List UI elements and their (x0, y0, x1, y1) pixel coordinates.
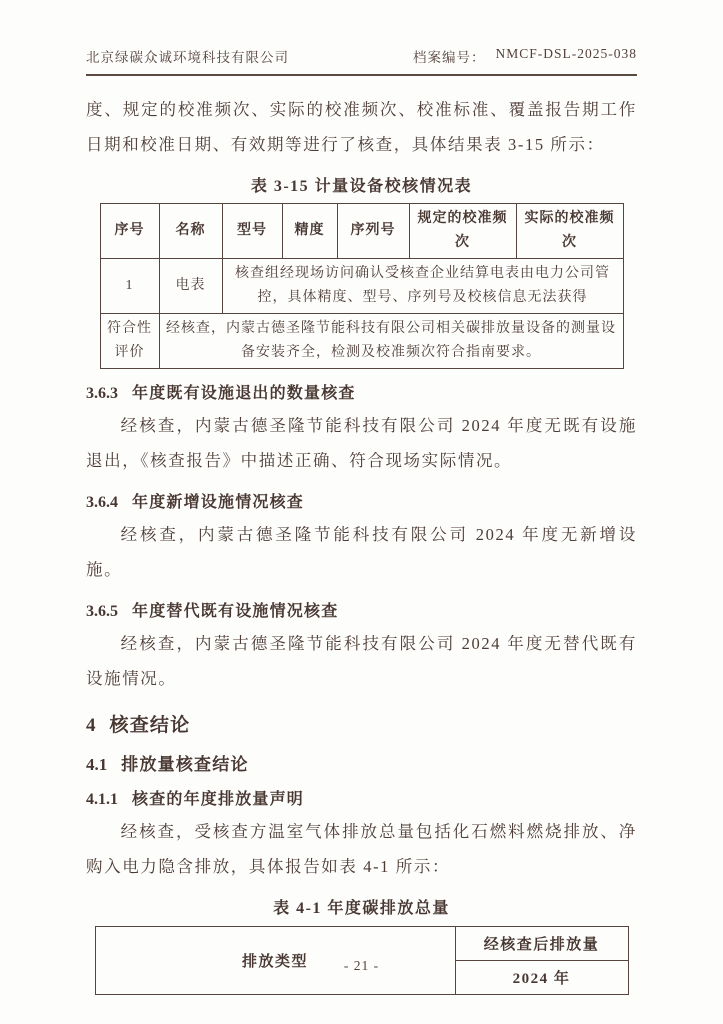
year-header: 2024 年 (455, 961, 628, 995)
section-3-6-4-paragraph: 经核查，内蒙古德圣隆节能科技有限公司 2024 年度无新增设施。 (86, 525, 637, 579)
section-heading-3-6-4 (86, 489, 637, 512)
device-name: 电表 (159, 259, 222, 314)
table-3-15-header-row (100, 204, 623, 259)
section-4-1-1-paragraph: 经核查，受核查方温室气体排放总量包括化石燃料燃烧排放、净购入电力隐含排放，具体报告如表 4-1 所示： (86, 822, 637, 876)
section-heading-4-1 (86, 750, 637, 775)
section-3-6-3-paragraph: 经核查，内蒙古德圣隆节能科技有限公司 2024 年度无既有设施退出，《核查报告》中描述正确、符合现场实际情况。 (86, 416, 637, 470)
section-number: 4 (86, 715, 96, 736)
compliance-note: 经核查，内蒙古德圣隆节能科技有限公司相关碳排放量设备的测量设备安装齐全，检测及校准频次符合指南要求。 (159, 314, 623, 369)
company-name: 北京绿碳众诚环境科技有限公司 (86, 50, 289, 65)
page-header (86, 46, 637, 76)
archive-number-label: 档案编号： (412, 50, 486, 65)
col-header-required-freq: 规定的校准频次 (409, 204, 516, 259)
archive-number-group (413, 46, 637, 66)
table-row-compliance (100, 314, 623, 369)
col-header-precision: 精度 (282, 204, 337, 259)
col-header-actual-freq: 实际的校准频次 (516, 204, 623, 259)
intro-paragraph: 度、规定的校准频次、实际的校准频次、校准标准、覆盖报告期工作日期和校准日期、有效期等进行了核查，具体结果表 3-15 所示： (86, 100, 637, 154)
col-header-model: 型号 (222, 204, 282, 259)
section-heading-3-6-5 (86, 598, 637, 621)
device-note: 核查组经现场访问确认受核查企业结算电表由电力公司管控，具体精度、型号、序列号及校核信息无法获得 (222, 259, 623, 314)
section-number: 4.1 (86, 755, 108, 774)
table-3-15 (100, 203, 624, 369)
col-header-seq: 序号 (100, 204, 159, 259)
section-title: 年度既有设施退出的数量核查 (132, 385, 356, 402)
table-4-1-title: 表 4-1 年度碳排放总量 (273, 900, 450, 917)
verified-amount-header: 经核查后排放量 (455, 927, 628, 961)
table-row-device (100, 259, 623, 314)
table-3-15-title: 表 3-15 计量设备校核情况表 (250, 178, 473, 195)
section-number: 3.6.5 (86, 603, 118, 620)
section-title: 排放量核查结论 (121, 755, 249, 774)
col-header-serial: 序列号 (337, 204, 409, 259)
archive-number-value: NMCF-DSL-2025-038 (495, 46, 637, 61)
section-number: 3.6.3 (86, 385, 118, 402)
compliance-label: 符合性评价 (100, 314, 159, 369)
section-title: 年度新增设施情况核查 (132, 494, 305, 511)
section-title: 核查结论 (109, 715, 191, 736)
device-seq: 1 (100, 259, 159, 314)
emission-type-header: 排放类型 (95, 927, 455, 995)
section-title: 核查的年度排放量声明 (132, 791, 305, 808)
col-header-name: 名称 (159, 204, 222, 259)
section-number: 3.6.4 (86, 494, 118, 511)
section-number: 4.1.1 (86, 791, 118, 808)
section-heading-4-1-1 (86, 786, 637, 809)
section-title: 年度替代既有设施情况核查 (132, 603, 339, 620)
page-number: - 21 - (343, 958, 380, 973)
section-3-6-5-paragraph: 经核查，内蒙古德圣隆节能科技有限公司 2024 年度无替代既有设施情况。 (86, 634, 637, 688)
section-heading-3-6-3 (86, 380, 637, 403)
table-4-1-row-1 (95, 927, 628, 961)
section-heading-4 (86, 710, 637, 737)
